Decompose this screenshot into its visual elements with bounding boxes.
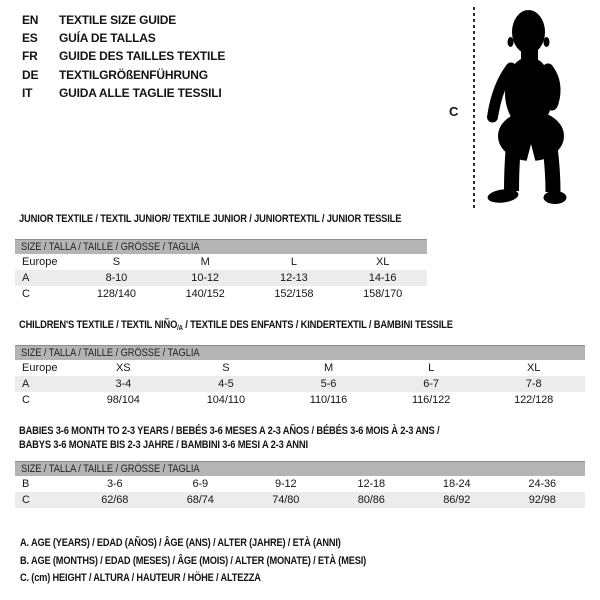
cell-value: 8-10 — [105, 272, 128, 284]
title-segment: /A — [177, 325, 183, 332]
cell-value: XS — [116, 362, 131, 374]
cell-value: 140/152 — [185, 288, 225, 300]
title-segment: JUNIOR TEXTILE / TEXTIL JUNIOR/ TEXTILE JUNIOR / JUNIORTEXTIL / JUNIOR TESSILE — [19, 213, 402, 225]
language-code: EN — [22, 13, 39, 28]
cell-value: 86/92 — [443, 494, 471, 506]
cell-value: 24-36 — [528, 478, 557, 490]
cell-value: 3-4 — [115, 378, 132, 390]
row-label: B — [22, 478, 30, 490]
size-header-row — [15, 345, 585, 360]
cell-value: XL — [375, 256, 390, 268]
cell-value: S — [112, 256, 120, 268]
legend-line: C. (cm) HEIGHT / ALTURA / HAUTEUR / HÖHE / ALTEZZA — [20, 572, 261, 584]
cell-value: XL — [527, 362, 541, 374]
language-title: TEXTILGRÖßENFÜHRUNG — [59, 67, 208, 82]
cell-value: L — [428, 362, 435, 374]
language-title: TEXTILE SIZE GUIDE — [59, 13, 177, 28]
title-segment: BABYS 3-6 MONATE BIS 2-3 JAHRE / BAMBINI 3-6 MESI A 2-3 ANNI — [19, 439, 308, 451]
row-label: Europe — [22, 256, 58, 268]
table-row — [15, 492, 585, 508]
cell-value: L — [290, 256, 297, 268]
toddler-silhouette-icon — [483, 6, 573, 206]
row-label: C — [22, 288, 30, 300]
cell-value: 4-5 — [218, 378, 234, 390]
language-item — [22, 47, 225, 65]
size-header-row — [15, 239, 427, 254]
size-header-label: SIZE / TALLA / TAILLE / GRÖSSE / TAGLIA — [20, 463, 200, 475]
legend — [20, 535, 432, 588]
cell-value: 7-8 — [525, 378, 542, 390]
title-segment: / TEXTILE DES ENFANTS / KINDERTEXTIL / BAMBINI TESSILE — [182, 319, 453, 331]
language-title: GUIDE DES TAILLES TEXTILE — [59, 49, 226, 64]
language-code: DE — [22, 67, 39, 82]
junior-textile-section — [15, 212, 427, 300]
size-header-label: SIZE / TALLA / TAILLE / GRÖSSE / TAGLIA — [20, 241, 200, 253]
row-label: C — [22, 494, 30, 506]
table-title — [19, 424, 585, 452]
size-table — [15, 461, 585, 508]
cell-value: 9-12 — [274, 478, 297, 490]
cell-value: S — [222, 362, 230, 374]
cell-value: 122/128 — [514, 394, 554, 406]
cell-value: M — [323, 362, 334, 374]
language-list — [22, 11, 225, 102]
cell-value: 74/80 — [272, 494, 300, 506]
row-label: C — [22, 394, 30, 406]
cell-value: 14-16 — [368, 272, 397, 284]
cell-value: 128/140 — [96, 288, 136, 300]
cell-value: 98/104 — [106, 394, 140, 406]
title-segment: BABIES 3-6 MONTH TO 2-3 YEARS / BEBÉS 3-6 MESES A 2-3 AÑOS / BÉBÉS 3-6 MOIS À 2-3 ANS / — [19, 425, 440, 437]
cell-value: 3-6 — [106, 478, 123, 490]
size-table — [15, 239, 427, 302]
childrens-textile-section — [15, 318, 585, 406]
legend-line: A. AGE (YEARS) / EDAD (AÑOS) / ÂGE (ANS) / ALTER (JAHRE) / ETÀ (ANNI) — [20, 537, 341, 549]
row-label: A — [22, 272, 30, 284]
height-measure-dashed-line — [473, 7, 475, 208]
title-segment: CHILDREN'S TEXTILE / TEXTIL NIÑO — [19, 319, 178, 331]
cell-value: 68/74 — [186, 494, 214, 506]
cell-value: 104/110 — [206, 394, 246, 406]
language-code: ES — [22, 31, 38, 46]
table-title — [19, 212, 427, 226]
cell-value: 6-7 — [423, 378, 439, 390]
language-title: GUÍA DE TALLAS — [59, 31, 156, 46]
cell-value: 12-13 — [280, 272, 308, 284]
cell-value: 12-18 — [357, 478, 386, 490]
cell-value: 18-24 — [442, 478, 471, 490]
table-title — [19, 318, 585, 336]
cell-value: 152/158 — [274, 288, 314, 300]
cell-value: 5-6 — [320, 378, 337, 390]
table-title-line — [19, 438, 500, 452]
language-item — [22, 29, 225, 47]
table-row — [15, 476, 585, 492]
babies-textile-section — [15, 424, 585, 506]
language-title: GUIDA ALLE TAGLIE TESSILI — [59, 85, 222, 100]
language-code: FR — [22, 49, 38, 64]
language-item — [22, 11, 225, 29]
size-header-row — [15, 461, 585, 476]
size-table — [15, 345, 585, 408]
cell-value: 92/98 — [528, 494, 556, 506]
table-title-line — [19, 212, 402, 226]
row-label: A — [22, 378, 30, 390]
cell-value: 62/68 — [101, 494, 129, 506]
cell-value: 158/170 — [363, 288, 403, 300]
table-row — [15, 392, 585, 408]
table-title-line — [19, 318, 500, 336]
cell-value: 80/86 — [357, 494, 385, 506]
table-row — [15, 254, 427, 270]
cell-value: 10-12 — [191, 272, 219, 284]
language-item — [22, 84, 225, 102]
table-row — [15, 360, 585, 376]
cell-value: 110/116 — [309, 394, 348, 406]
size-header-label: SIZE / TALLA / TAILLE / GRÖSSE / TAGLIA — [20, 347, 200, 359]
cell-value: 116/122 — [411, 394, 451, 406]
row-label: Europe — [22, 362, 58, 374]
language-code: IT — [22, 85, 33, 100]
language-item — [22, 66, 225, 84]
cell-value: 6-9 — [192, 478, 209, 490]
legend-line: B. AGE (MONTHS) / EDAD (MESES) / ÂGE (MOIS) / ALTER (MONATE) / ETÀ (MESI) — [20, 554, 367, 567]
table-row — [15, 286, 427, 302]
table-title-line — [19, 424, 500, 438]
table-row — [15, 270, 427, 286]
cell-value: M — [200, 256, 210, 268]
height-measure-label: C — [449, 104, 459, 119]
table-row — [15, 376, 585, 392]
